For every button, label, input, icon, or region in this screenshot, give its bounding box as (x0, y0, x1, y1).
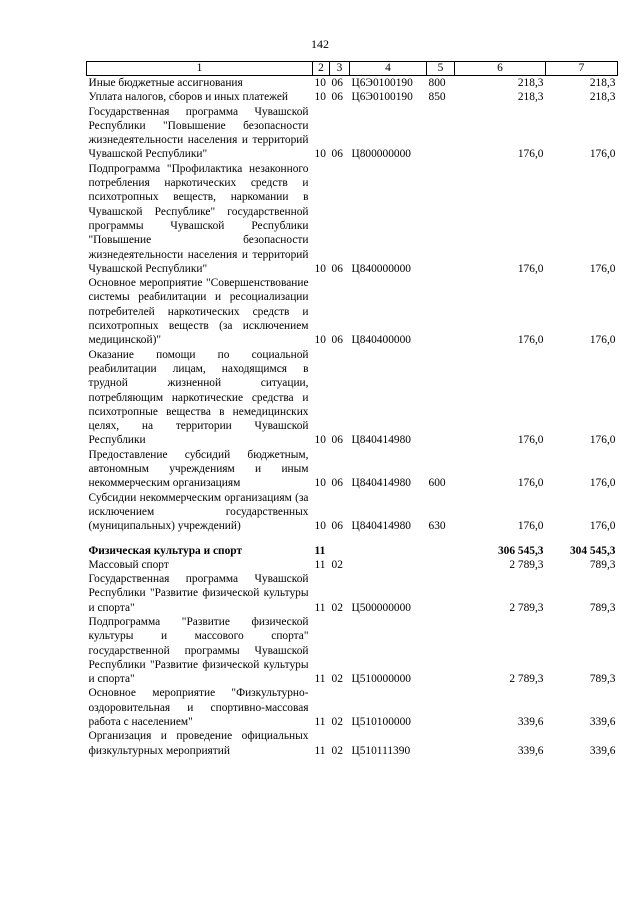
expense-type-code (427, 572, 455, 615)
expense-type-code: 630 (428, 520, 446, 533)
target-article-code: Ц840414980 (351, 477, 411, 490)
row-name: Основное мероприятие "Физкультурно-оздоровительная и спортивно-массовая работа с населением" (88, 687, 309, 729)
amount-column-6: 176,0 (517, 148, 544, 161)
amount-column-7: 789,3 (589, 673, 616, 686)
target-article-code: Ц840000000 (351, 262, 411, 275)
amount-column-7: 176,0 (589, 262, 616, 275)
subsection-code: 02 (331, 673, 343, 686)
expense-type-code (427, 276, 455, 347)
section-code: 10 (314, 91, 326, 104)
subsection-code: 06 (331, 262, 343, 275)
target-article-code: Ц510000000 (351, 673, 411, 686)
row-name: Иные бюджетные ассигнования (88, 77, 243, 89)
table-row (87, 544, 618, 558)
expense-type-code: 850 (428, 91, 446, 104)
amount-column-7: 176,0 (589, 520, 616, 533)
expense-type-code (427, 162, 455, 276)
column-header: 1 (87, 62, 313, 76)
target-article-code: Ц6Э0100190 (351, 77, 413, 89)
amount-column-6: 306 545,3 (497, 544, 544, 557)
amount-column-6: 176,0 (517, 334, 544, 347)
table-row (87, 686, 618, 729)
table-row (87, 558, 618, 572)
section-code: 11 (314, 544, 326, 557)
section-code: 10 (314, 434, 326, 447)
row-name: Предоставление субсидий бюджетным, автономным учреждениям и иным некоммерческим организациям (88, 448, 309, 490)
section-code: 11 (314, 601, 326, 614)
subsection-code: 02 (331, 744, 343, 757)
column-header: 6 (455, 62, 546, 76)
subsection-code: 02 (331, 601, 343, 614)
amount-column-6: 176,0 (517, 520, 544, 533)
table-row (87, 572, 618, 615)
amount-column-7: 339,6 (589, 716, 616, 729)
table-row (87, 448, 618, 491)
amount-column-7: 789,3 (589, 601, 616, 614)
row-name: Организация и проведение официальных физкультурных мероприятий (88, 730, 309, 757)
row-name: Основное мероприятие "Совершенствование системы реабилитации и ресоциализации потребителей наркотических средств и психотропных веществ (за исключением медицинской)" (88, 277, 309, 347)
section-code: 10 (314, 520, 326, 533)
amount-column-7: 789,3 (589, 558, 616, 571)
amount-column-6: 176,0 (517, 477, 544, 490)
amount-column-6: 218,3 (517, 77, 544, 89)
section-code: 11 (314, 558, 326, 571)
expense-type-code (427, 105, 455, 162)
section-code: 11 (314, 744, 326, 757)
section-code: 10 (314, 334, 326, 347)
expense-type-code: 800 (428, 77, 446, 89)
expense-type-code (427, 544, 455, 558)
row-name: Подпрограмма "Профилактика незаконного потребления наркотических средств и психотропных веществ, наркомании в Чувашской Республике" государственной программы Чувашской Республики "Повышение безопасности жизнедеятельности населения и территорий Чувашской Республики" (88, 162, 309, 275)
target-article-code: Ц510100000 (351, 716, 411, 729)
amount-column-7: 176,0 (589, 434, 616, 447)
target-article-code (350, 558, 427, 572)
section-code: 10 (314, 477, 326, 490)
subsection-code: 06 (331, 91, 343, 104)
table-row (87, 615, 618, 686)
target-article-code: Ц840400000 (351, 334, 411, 347)
table-header-row (87, 62, 618, 76)
amount-column-7: 176,0 (589, 334, 616, 347)
budget-table (86, 61, 618, 758)
table-row (87, 76, 618, 91)
table-row (87, 90, 618, 104)
amount-column-6: 339,6 (517, 716, 544, 729)
subsection-code: 06 (331, 434, 343, 447)
column-header: 5 (427, 62, 455, 76)
amount-column-7: 176,0 (589, 477, 616, 490)
subsection-code: 06 (331, 334, 343, 347)
row-spacer (87, 534, 618, 544)
target-article-code: Ц510111390 (351, 744, 411, 757)
amount-column-6: 2 789,3 (509, 673, 544, 686)
column-header: 2 (313, 62, 330, 76)
row-name: Оказание помощи по социальной реабилитации лицам, находящимся в трудной жизненной ситуации, потребляющим наркотические средства и психотропные вещества в немедицинских целях, на территории Чувашской Республики (88, 348, 309, 447)
expense-type-code (427, 686, 455, 729)
amount-column-7: 176,0 (589, 148, 616, 161)
subsection-code: 06 (331, 77, 343, 89)
section-code: 10 (314, 262, 326, 275)
table-row (87, 491, 618, 534)
amount-column-6: 176,0 (517, 262, 544, 275)
column-header: 3 (330, 62, 350, 76)
expense-type-code (427, 729, 455, 758)
amount-column-6: 2 789,3 (509, 601, 544, 614)
expense-type-code (427, 348, 455, 448)
page-number: 142 (311, 37, 329, 51)
column-header: 4 (350, 62, 427, 76)
table-row (87, 348, 618, 448)
row-name: Массовый спорт (88, 558, 169, 571)
subsection-code: 06 (331, 520, 343, 533)
section-code: 10 (314, 148, 326, 161)
table-row (87, 276, 618, 347)
amount-column-6: 176,0 (517, 434, 544, 447)
target-article-code: Ц500000000 (351, 601, 411, 614)
row-name: Подпрограмма "Развитие физической культуры и массового спорта" государственной программы Чувашской Республики "Развитие физической культуры и спорта" (88, 615, 309, 686)
subsection-code: 06 (331, 148, 343, 161)
table-row (87, 105, 618, 162)
amount-column-7: 304 545,3 (569, 544, 616, 557)
column-header: 7 (546, 62, 618, 76)
target-article-code: Ц6Э0100190 (351, 91, 413, 104)
table-row (87, 162, 618, 276)
row-name: Физическая культура и спорт (88, 544, 243, 557)
subsection-code (330, 544, 350, 558)
amount-column-7: 339,6 (589, 744, 616, 757)
section-code: 11 (314, 716, 326, 729)
row-name: Государственная программа Чувашской Республики "Развитие физической культуры и спорта" (88, 573, 309, 614)
subsection-code: 06 (331, 477, 343, 490)
expense-type-code (427, 558, 455, 572)
target-article-code: Ц840414980 (351, 520, 411, 533)
row-name: Субсидии некоммерческим организациям (за исключением государственных (муниципальных) учреждений) (88, 491, 309, 533)
target-article-code (350, 544, 427, 558)
expense-type-code: 600 (428, 477, 446, 490)
row-name: Уплата налогов, сборов и иных платежей (88, 91, 288, 104)
section-code: 10 (314, 77, 326, 89)
section-code: 11 (314, 673, 326, 686)
subsection-code: 02 (331, 716, 343, 729)
amount-column-6: 2 789,3 (509, 558, 544, 571)
row-name: Государственная программа Чувашской Республики "Повышение безопасности жизнедеятельности населения и территорий Чувашской Республики" (88, 105, 309, 161)
subsection-code: 02 (331, 558, 343, 571)
amount-column-7: 218,3 (589, 91, 616, 104)
amount-column-7: 218,3 (589, 77, 616, 89)
target-article-code: Ц800000000 (351, 148, 411, 161)
amount-column-6: 218,3 (517, 91, 544, 104)
expense-type-code (427, 615, 455, 686)
target-article-code: Ц840414980 (351, 434, 411, 447)
amount-column-6: 339,6 (517, 744, 544, 757)
table-row (87, 729, 618, 758)
